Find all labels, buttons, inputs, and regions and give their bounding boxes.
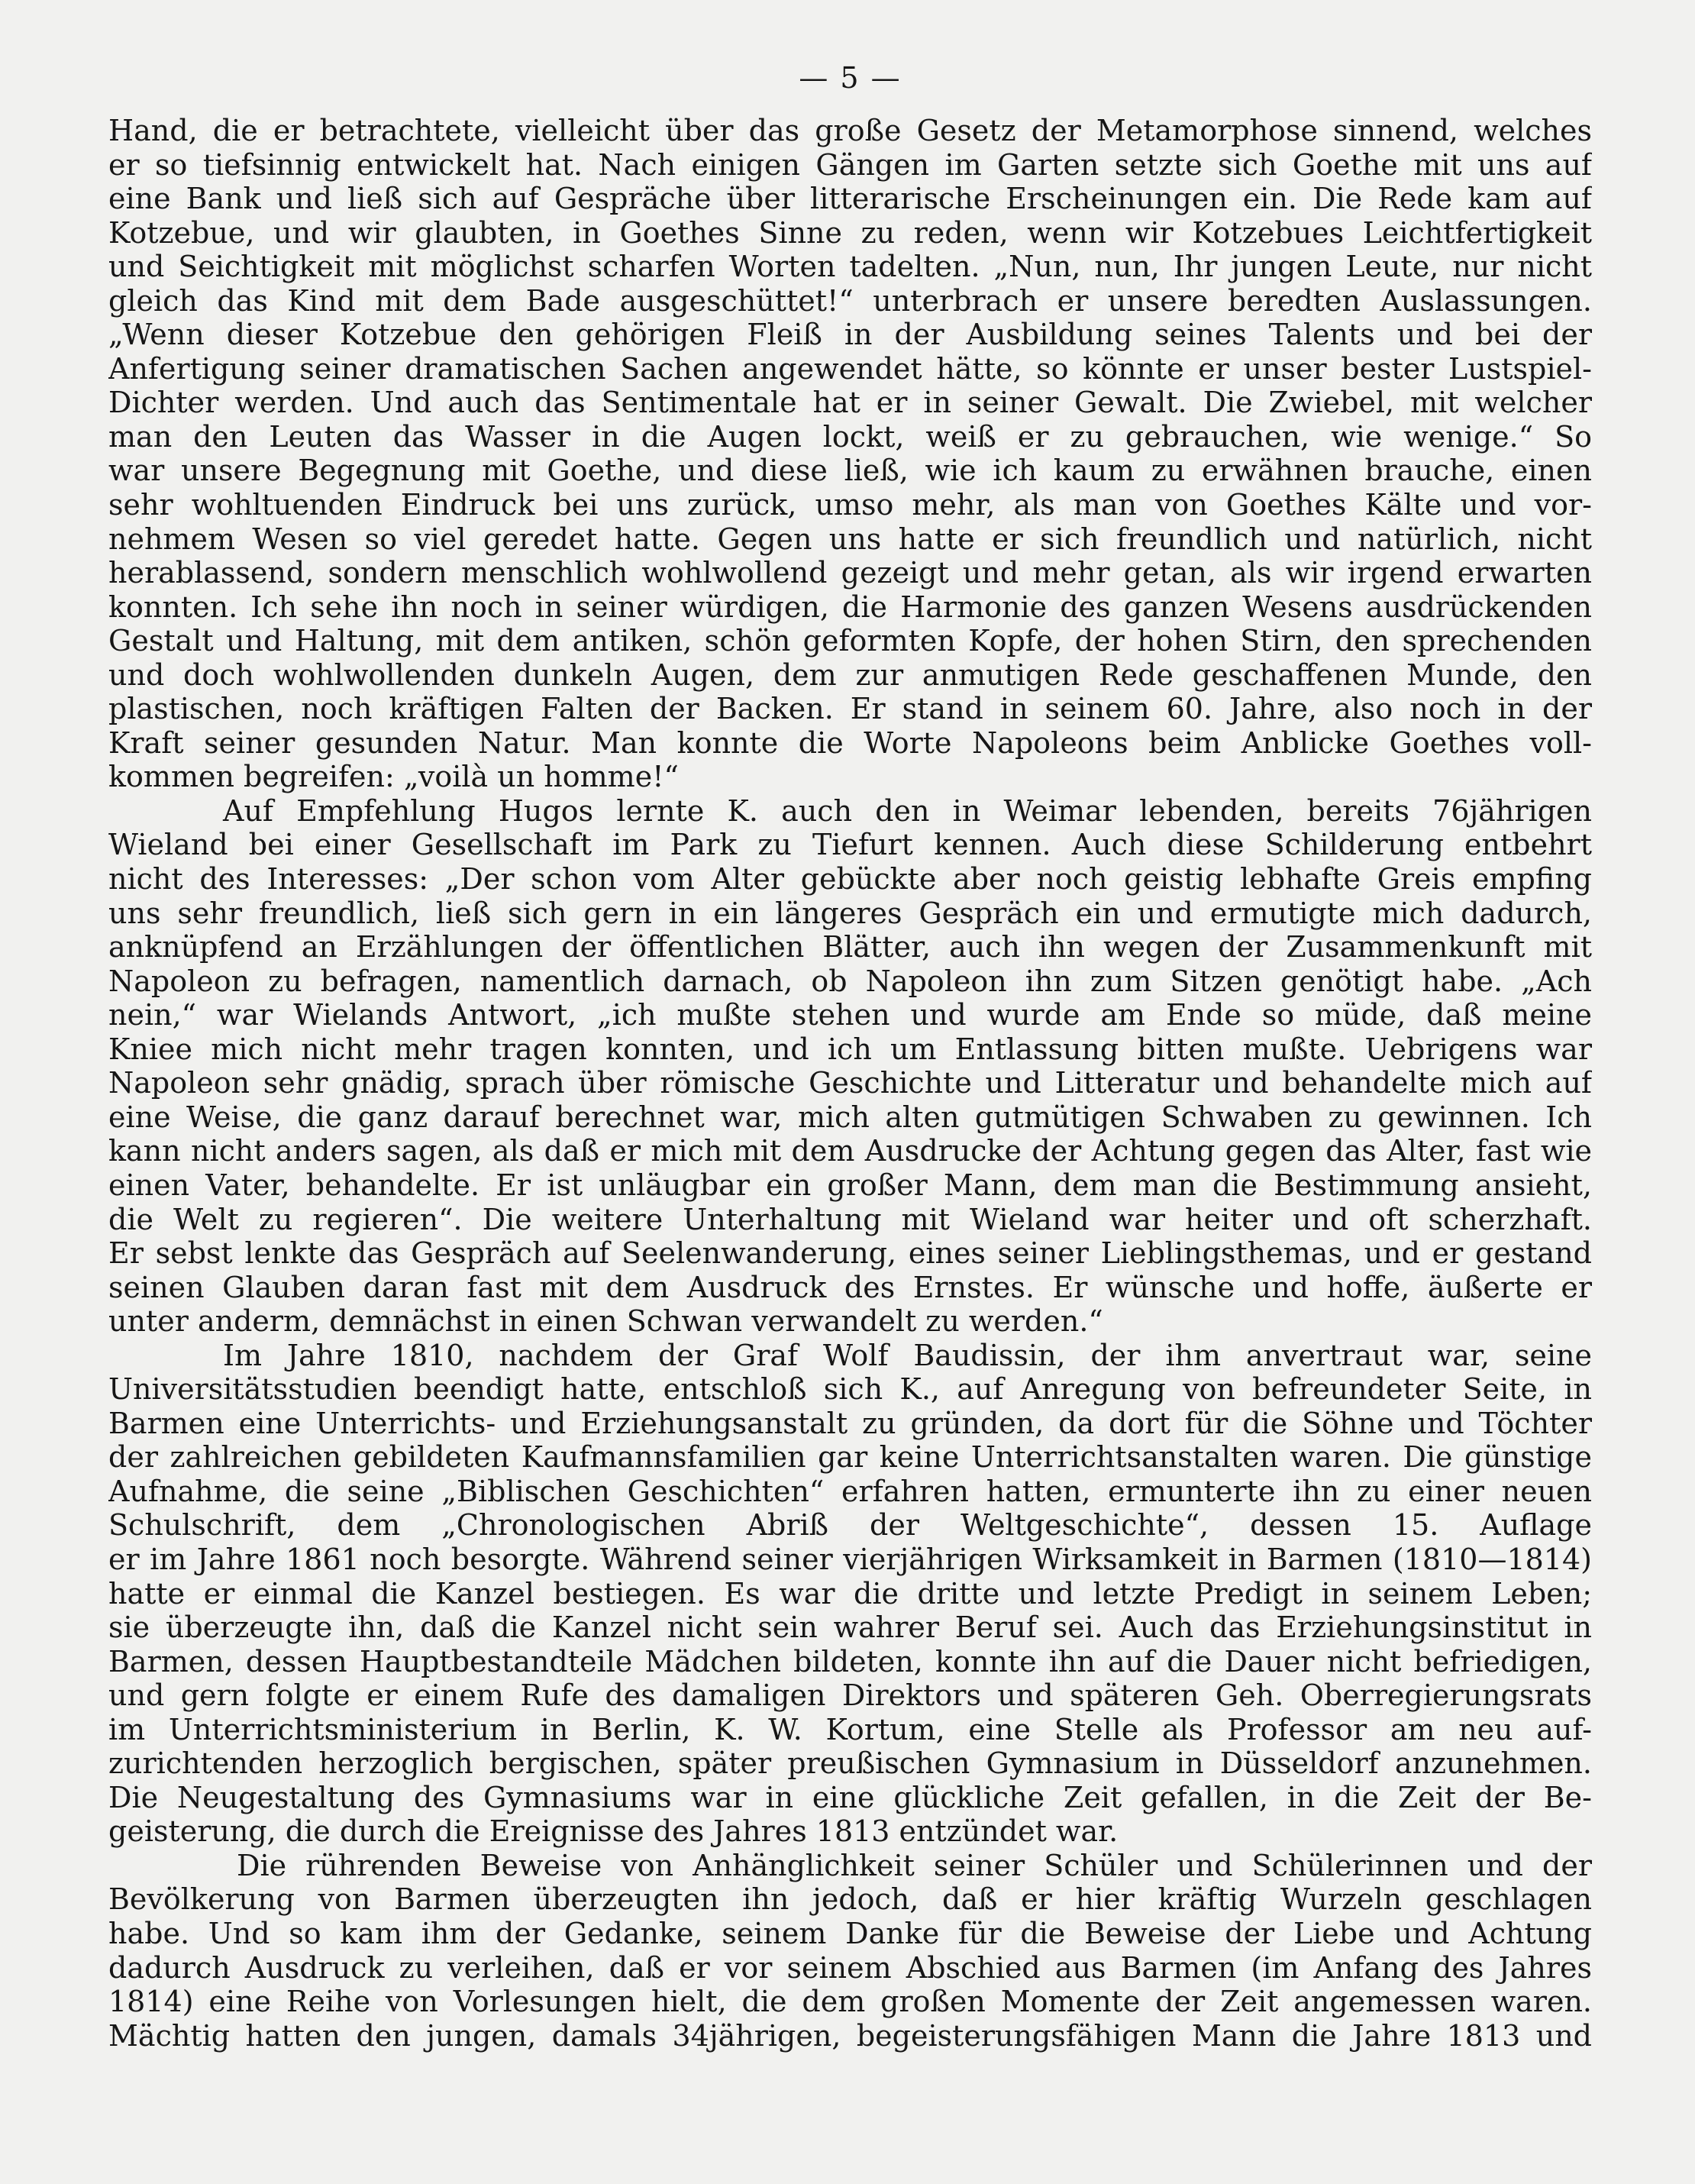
text-line: uns sehr freundlich, ließ sich gern in ein längeres Gespräch ein und ermutigte mich dadurch, xyxy=(108,896,1592,930)
text-line: Gestalt und Haltung, mit dem antiken, schön geformten Kopfe, der hohen Stirn, den sprechenden xyxy=(108,624,1592,658)
text-line: nein,“ war Wielands Antwort, „ich mußte stehen und wurde am Ende so müde, daß meine xyxy=(108,998,1592,1032)
text-line: die Welt zu regieren“. Die weitere Unterhaltung mit Wieland war heiter und oft scherzhaft. xyxy=(108,1202,1592,1236)
text-line: unter anderm, demnächst in einen Schwan verwandelt zu werden.“ xyxy=(108,1304,1103,1339)
text-line: Schulschrift, dem „Chronologischen Abriß der Weltgeschichte“, dessen 15. Auflage xyxy=(108,1508,1592,1543)
text-line: sehr wohltuenden Eindruck bei uns zurück, umso mehr, als man von Goethes Kälte und vor- xyxy=(108,488,1592,522)
text-line: habe. Und so kam ihm der Gedanke, seinem Danke für die Beweise der Liebe und Achtung xyxy=(108,1916,1592,1950)
text-line: Die Neugestaltung des Gymnasiums war in eine glückliche Zeit gefallen, in die Zeit der Be- xyxy=(108,1780,1592,1814)
text-line: Universitätsstudien beendigt hatte, entschloß sich K., auf Anregung von befreundeter Seite, in xyxy=(108,1372,1592,1407)
paragraph-farewell-lectures xyxy=(108,1849,1592,2053)
text-line: Auf Empfehlung Hugos lernte K. auch den in Weimar lebenden, bereits 76jährigen xyxy=(223,793,1592,828)
text-line: Napoleon zu befragen, namentlich darnach, ob Napoleon ihn zum Sitzen genötigt habe. „Ach xyxy=(108,964,1592,998)
text-line: der zahlreichen gebildeten Kaufmannsfamilien gar keine Unterrichtsanstalten waren. Die günstige xyxy=(108,1440,1592,1475)
text-line: eine Weise, die ganz darauf berechnet war, mich alten gutmütigen Schwaben zu gewinnen. Ich xyxy=(108,1100,1592,1134)
body-text xyxy=(108,114,1592,2053)
text-line: geisterung, die durch die Ereignisse des Jahres 1813 entzündet war. xyxy=(108,1814,1119,1849)
text-line: anknüpfend an Erzählungen der öffentlichen Blätter, auch ihn wegen der Zusammenkunft mit xyxy=(108,930,1592,964)
text-line: einen Vater, behandelte. Er ist unläugbar ein großer Mann, dem man die Bestimmung ansieht, xyxy=(108,1168,1592,1202)
text-line: Hand, die er betrachtete, vielleicht über das große Gesetz der Metamorphose sinnend, welches xyxy=(108,114,1592,147)
text-line: und Seichtigkeit mit möglichst scharfen Worten tadelten. „Nun, nun, Ihr jungen Leute, nur nicht xyxy=(108,250,1592,284)
paragraph-goethe-meeting xyxy=(108,114,1592,794)
text-line: Kniee mich nicht mehr tragen konnten, und ich um Entlassung bitten mußte. Uebrigens war xyxy=(108,1032,1592,1066)
text-line: gleich das Kind mit dem Bade ausgeschüttet!“ unterbrach er unsere beredten Auslassungen. xyxy=(108,283,1592,318)
page-number: — 5 — xyxy=(799,61,902,95)
text-line: Barmen eine Unterrichts- und Erziehungsanstalt zu gründen, da dort für die Söhne und Töchter xyxy=(108,1406,1592,1440)
text-line: Er sebst lenkte das Gespräch auf Seelenwanderung, eines seiner Lieblingsthemas, und er gestand xyxy=(108,1236,1592,1271)
text-line: und gern folgte er einem Rufe des damaligen Direktors und späteren Geh. Oberregierungsrats xyxy=(108,1678,1592,1713)
text-line: man den Leuten das Wasser in die Augen lockt, weiß er zu gebrauchen, wie wenige.“ So xyxy=(108,419,1592,454)
text-line: im Unterrichtsministerium in Berlin, K. W. Kortum, eine Stelle als Professor am neu auf- xyxy=(108,1712,1592,1746)
text-line: plastischen, noch kräftigen Falten der Backen. Er stand in seinem 60. Jahre, also noch in der xyxy=(108,692,1592,726)
text-line: Kotzebue, und wir glaubten, in Goethes Sinne zu reden, wenn wir Kotzebues Leichtfertigkeit xyxy=(108,215,1592,250)
text-line: seinen Glauben daran fast mit dem Ausdruck des Ernstes. Er wünsche und hoffe, äußerte er xyxy=(108,1270,1592,1304)
text-line: Dichter werden. Und auch das Sentimentale hat er in seiner Gewalt. Die Zwiebel, mit welcher xyxy=(108,386,1592,420)
text-line: nicht des Interesses: „Der schon vom Alter gebückte aber noch geistig lebhafte Greis empfing xyxy=(108,862,1592,897)
text-line: und doch wohlwollenden dunkeln Augen, dem zur anmutigen Rede geschaffenen Munde, den xyxy=(108,657,1592,692)
text-line: sie überzeugte ihn, daß die Kanzel nicht sein wahrer Beruf sei. Auch das Erziehungsinstitut in xyxy=(108,1611,1592,1645)
text-line: Wieland bei einer Gesellschaft im Park zu Tiefurt kennen. Auch diese Schilderung entbehrt xyxy=(108,828,1592,862)
text-line: hatte er einmal die Kanzel bestiegen. Es war die dritte und letzte Predigt in seinem Leben; xyxy=(108,1576,1592,1611)
paragraph-wieland-meeting xyxy=(108,794,1592,1339)
text-line: Im Jahre 1810, nachdem der Graf Wolf Baudissin, der ihm anvertraut war, seine xyxy=(223,1338,1592,1372)
text-line: konnten. Ich sehe ihn noch in seiner würdigen, die Harmonie des ganzen Wesens ausdrückenden xyxy=(108,590,1592,624)
text-line: eine Bank und ließ sich auf Gespräche über litterarische Erscheinungen ein. Die Rede kam auf xyxy=(108,182,1592,216)
text-line: er so tiefsinnig entwickelt hat. Nach einigen Gängen im Garten setzte sich Goethe mit uns auf xyxy=(108,147,1592,182)
text-line: nehmem Wesen so viel geredet hatte. Gegen uns hatte er sich freundlich und natürlich, nicht xyxy=(108,522,1592,556)
text-line: kommen begreifen: „voilà un homme!“ xyxy=(108,760,679,794)
text-line: Bevölkerung von Barmen überzeugten ihn jedoch, daß er hier kräftig Wurzeln geschlagen xyxy=(108,1882,1592,1917)
text-line: kann nicht anders sagen, als daß er mich mit dem Ausdrucke der Achtung gegen das Alter, fast wie xyxy=(108,1134,1592,1168)
text-line: „Wenn dieser Kotzebue den gehörigen Fleiß in der Ausbildung seines Talents und bei der xyxy=(108,318,1592,352)
text-line: Kraft seiner gesunden Natur. Man konnte die Worte Napoleons beim Anblicke Goethes voll- xyxy=(108,725,1592,760)
text-line: Anfertigung seiner dramatischen Sachen angewendet hätte, so könnte er unser bester Lustspiel- xyxy=(108,351,1592,386)
paragraph-barmen-years xyxy=(108,1339,1592,1849)
text-line: zurichtenden herzoglich bergischen, später preußischen Gymnasium in Düsseldorf anzunehmen. xyxy=(108,1746,1592,1781)
text-line: Die rührenden Beweise von Anhänglichkeit seiner Schüler und Schülerinnen und der xyxy=(237,1848,1592,1882)
text-line: er im Jahre 1861 noch besorgte. Während seiner vierjährigen Wirksamkeit in Barmen (1810—1814) xyxy=(108,1542,1592,1576)
text-line: Barmen, dessen Hauptbestandteile Mädchen bildeten, konnte ihn auf die Dauer nicht befriedigen, xyxy=(108,1644,1592,1678)
text-line: Mächtig hatten den jungen, damals 34jährigen, begeisterungsfähigen Mann die Jahre 1813 und xyxy=(108,2018,1592,2053)
text-line: war unsere Begegnung mit Goethe, und diese ließ, wie ich kaum zu erwähnen brauche, einen xyxy=(108,454,1592,488)
text-line: Aufnahme, die seine „Biblischen Geschichten“ erfahren hatten, ermunterte ihn zu einer neuen xyxy=(108,1474,1592,1508)
text-line: Napoleon sehr gnädig, sprach über römische Geschichte und Litteratur und behandelte mich auf xyxy=(108,1066,1592,1100)
text-line: herablassend, sondern menschlich wohlwollend gezeigt und mehr getan, als wir irgend erwarten xyxy=(108,556,1592,590)
text-line: 1814) eine Reihe von Vorlesungen hielt, die dem großen Momente der Zeit angemessen waren. xyxy=(108,1985,1592,2019)
text-line: dadurch Ausdruck zu verleihen, daß er vor seinem Abschied aus Barmen (im Anfang des Jahres xyxy=(108,1950,1592,1985)
